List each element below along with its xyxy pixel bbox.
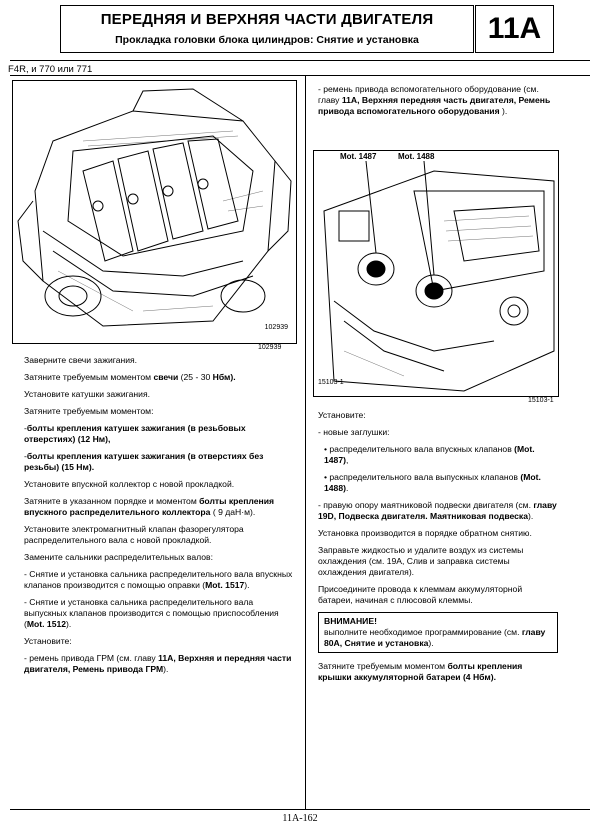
camshaft-plugs-illustration: [313, 150, 559, 397]
paragraph: Затяните в указанном порядке и моментом болты крепления впускного распределительного коллектора ( 9 даН·м).: [24, 496, 274, 517]
header-box: [60, 5, 474, 53]
list-item: -болты крепления катушек зажигания (в отверстиях без резьбы) (15 Нм).: [24, 451, 264, 472]
figure-number: 102939: [258, 344, 282, 351]
warning-box: [318, 612, 558, 653]
list-item: - ремень привода вспомогательного оборудование (см. главу 11A, Верхняя передняя часть двигателя, Ремень привода вспомогательного оборудования ).: [318, 84, 551, 116]
engine-drawing: [13, 81, 296, 343]
figure-number: 15103-1: [528, 397, 554, 404]
engine-illustration: [12, 80, 297, 344]
list-item: • распределительного вала впускных клапанов (Mot. 1487),: [324, 444, 535, 465]
right-column: [318, 410, 558, 689]
paragraph: Установите:: [318, 410, 366, 420]
paragraph: Установите электромагнитный клапан фазорегулятора распределительного вала с новой прокладкой.: [24, 524, 244, 545]
footer-rule: [10, 809, 590, 810]
section-code: 11A: [475, 5, 554, 53]
paragraph: - новые заглушки:: [318, 427, 390, 437]
paragraph: Заверните свечи зажигания.: [24, 355, 138, 365]
warning-title: ВНИМАНИЕ!: [324, 616, 377, 626]
list-item: - правую опору маятниковой подвески двигателя (см. главу 19D, Подвеска двигателя. Маятниковая подвеска).: [318, 500, 557, 521]
warning-text: выполните необходимое программирование (см. главу 80A, Снятие и установка).: [324, 627, 546, 648]
figure-inner-label: 102939: [264, 324, 288, 331]
tool-label-mot1487: Mot. 1487: [340, 152, 377, 161]
paragraph: Замените сальники распределительных валов:: [24, 552, 213, 562]
paragraph: Установите впускной коллектор с новой прокладкой.: [24, 479, 235, 489]
paragraph: Затяните требуемым моментом:: [24, 406, 154, 416]
list-item: -болты крепления катушек зажигания (в резьбовых отверстиях) (12 Нм),: [24, 423, 246, 444]
engine-model: F4R, и 770 или 771: [8, 64, 93, 75]
model-rule: [10, 75, 590, 76]
list-item: - Снятие и установка сальника распределительного вала выпускных клапанов производится с помощью приспособления (Mot. 1512).: [24, 597, 279, 629]
list-item: • распределительного вала выпускных клапанов (Mot. 1488).: [324, 472, 541, 493]
left-column: [24, 355, 296, 681]
right-column-top: [318, 84, 558, 123]
paragraph: Установите:: [24, 636, 72, 646]
paragraph: Установите катушки зажигания.: [24, 389, 150, 399]
list-item: - Снятие и установка сальника распределительного вала впускных клапанов производится с помощью оправки (Mot. 1517).: [24, 569, 293, 590]
camshaft-drawing: [314, 151, 558, 396]
tool-label-mot1488: Mot. 1488: [398, 152, 435, 161]
column-divider: [305, 75, 306, 810]
list-item: - ремень привода ГРМ (см. главу 11A, Верхняя и передняя части двигателя, Ремень привода ГРМ).: [24, 653, 292, 674]
header-rule: [10, 60, 590, 61]
paragraph: Заправьте жидкостью и удалите воздух из системы охлаждения (см. 19A, Слив и заправка системы охлаждения двигателя).: [318, 545, 524, 577]
page-title: ПЕРЕДНЯЯ И ВЕРХНЯЯ ЧАСТИ ДВИГАТЕЛЯ: [100, 11, 434, 28]
page-subtitle: Прокладка головки блока цилиндров: Снятие и установка: [115, 34, 419, 46]
paragraph: Затяните требуемым моментом болты крепления крышки аккумуляторной батареи (4 Нбм).: [318, 661, 523, 682]
figure-inner-label: 15103-1: [318, 379, 344, 386]
paragraph: Установка производится в порядке обратном снятию.: [318, 528, 532, 538]
page-number: 11A-162: [282, 813, 318, 824]
paragraph: Затяните требуемым моментом свечи (25 - 30 Нбм).: [24, 372, 236, 382]
paragraph: Присоедините провода к клеммам аккумуляторной батареи, начиная с плюсовой клеммы.: [318, 584, 523, 605]
